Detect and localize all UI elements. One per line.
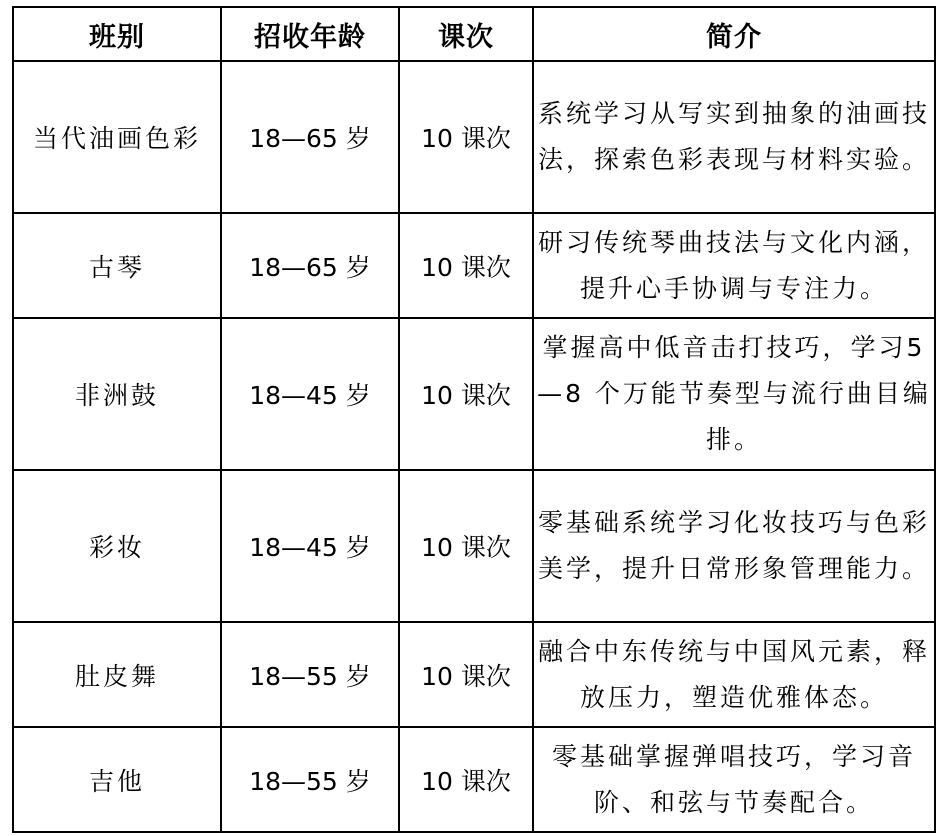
introduction-cell: 零基础系统学习化妆技巧与色彩美学，提升日常形象管理能力。 <box>533 470 935 622</box>
table-row <box>13 213 935 318</box>
table-row <box>13 470 935 622</box>
class-name-cell: 吉他 <box>13 727 221 832</box>
class-name-cell: 彩妆 <box>13 470 221 622</box>
age-range-cell: 18—45 岁 <box>221 318 399 470</box>
sessions-cell: 10 课次 <box>399 61 533 213</box>
sessions-cell: 10 课次 <box>399 213 533 318</box>
sessions-cell: 10 课次 <box>399 622 533 727</box>
header-introduction: 简介 <box>533 7 935 61</box>
class-name-cell: 当代油画色彩 <box>13 61 221 213</box>
introduction-cell: 掌握高中低音击打技巧，学习5—8 个万能节奏型与流行曲目编排。 <box>533 318 935 470</box>
sessions-cell: 10 课次 <box>399 318 533 470</box>
introduction-cell: 融合中东传统与中国风元素，释放压力，塑造优雅体态。 <box>533 622 935 727</box>
age-range-cell: 18—65 岁 <box>221 213 399 318</box>
introduction-cell: 零基础掌握弹唱技巧，学习音阶、和弦与节奏配合。 <box>533 727 935 832</box>
age-range-cell: 18—45 岁 <box>221 470 399 622</box>
class-name-cell: 非洲鼓 <box>13 318 221 470</box>
table-row <box>13 318 935 470</box>
class-name-cell: 肚皮舞 <box>13 622 221 727</box>
header-sessions: 课次 <box>399 7 533 61</box>
table-row <box>13 61 935 213</box>
header-class-name: 班别 <box>13 7 221 61</box>
age-range-cell: 18—55 岁 <box>221 727 399 832</box>
introduction-cell: 系统学习从写实到抽象的油画技法，探索色彩表现与材料实验。 <box>533 61 935 213</box>
table-row <box>13 622 935 727</box>
age-range-cell: 18—65 岁 <box>221 61 399 213</box>
introduction-cell: 研习传统琴曲技法与文化内涵，提升心手协调与专注力。 <box>533 213 935 318</box>
table-row <box>13 727 935 832</box>
header-age-range: 招收年龄 <box>221 7 399 61</box>
sessions-cell: 10 课次 <box>399 727 533 832</box>
header-row <box>13 7 935 61</box>
sessions-cell: 10 课次 <box>399 470 533 622</box>
age-range-cell: 18—55 岁 <box>221 622 399 727</box>
class-name-cell: 古琴 <box>13 213 221 318</box>
course-table <box>12 6 936 833</box>
